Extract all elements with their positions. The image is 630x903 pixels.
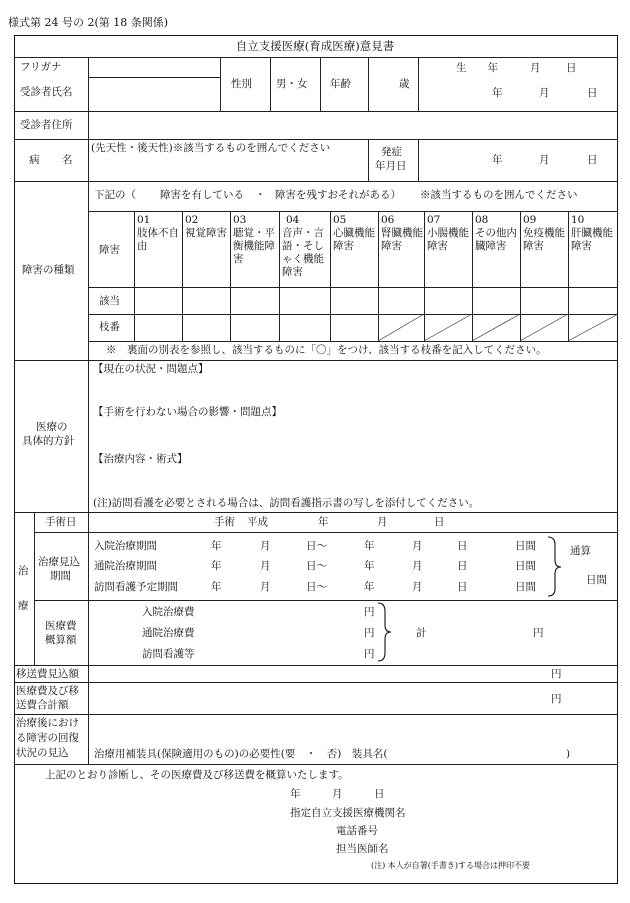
total-days-field[interactable] xyxy=(565,558,615,572)
surgery-prefix: 手術 xyxy=(214,516,235,528)
doctor-label: 担当医師名 xyxy=(336,843,389,855)
outpatient-period-label: 通院治療期間 xyxy=(94,560,157,572)
transport-cost-label: 移送費見込額 xyxy=(16,668,79,680)
device-close-paren: ) xyxy=(566,748,571,760)
inpatient-to-month: 月 xyxy=(412,540,423,552)
document-title: 自立支援医療(育成医療)意見書 xyxy=(235,39,395,53)
total-cost-field[interactable] xyxy=(89,683,549,713)
nursing-cost-yen: 円 xyxy=(364,648,375,660)
outpatient-to-year: 年 xyxy=(364,560,375,572)
treatment-label-1: 治 xyxy=(18,565,29,577)
device-name-field[interactable] xyxy=(428,747,563,762)
outpatient-to-month: 月 xyxy=(412,560,423,572)
cost-label-2: 概算額 xyxy=(45,634,77,646)
disability-option-dot: ・ xyxy=(255,189,266,201)
sex-options[interactable]: 男・女 xyxy=(276,78,308,90)
nursing-to-year: 年 xyxy=(364,581,375,593)
cost-label-1: 医療費 xyxy=(45,620,77,632)
row-label-applicable: 該当 xyxy=(99,295,120,307)
type-05-no: 05 xyxy=(333,214,347,226)
doctor-field[interactable] xyxy=(404,841,609,856)
applicable-row-cells[interactable] xyxy=(135,288,617,313)
treatment-plan-heading: 【治療内容・術式】 xyxy=(93,453,188,465)
address-label: 受診者住所 xyxy=(20,119,73,131)
nursing-to-month: 月 xyxy=(412,581,423,593)
outpatient-from-year: 年 xyxy=(211,560,222,572)
onset-label-1: 発症 xyxy=(381,146,402,158)
row-label-branch: 枝番 xyxy=(99,321,120,333)
disability-type-label: 障害の種類 xyxy=(22,264,75,276)
institution-field[interactable] xyxy=(424,805,609,820)
home-nursing-note: (注)訪問看護を必要とされる場合は、訪問看護指示書の写しを添付してください。 xyxy=(93,497,480,509)
phone-label: 電話番号 xyxy=(336,825,378,837)
inpatient-cost-yen: 円 xyxy=(364,606,375,618)
disease-note: (先天性・後天性)※該当するものを囲んでください xyxy=(91,142,331,154)
birth-year-label: 生 年 xyxy=(456,62,498,74)
prospect-label-2: る障害の回復 xyxy=(16,732,79,744)
type-01-no: 01 xyxy=(137,214,151,226)
nursing-cost-label: 訪問看護等 xyxy=(142,648,195,660)
onset-year-label: 年 xyxy=(492,154,503,166)
period-label-2: 期間 xyxy=(50,570,71,582)
institution-label: 指定自立支援医療機関名 xyxy=(290,807,406,819)
transport-cost-yen: 円 xyxy=(551,668,562,680)
inpatient-cost-label: 入院治療費 xyxy=(142,606,195,618)
statement-text: 上記のとおり診断し、その医療費及び移送費を概算いたします。 xyxy=(45,769,349,781)
cost-sum-yen: 円 xyxy=(533,627,544,639)
surgery-month: 月 xyxy=(377,516,388,528)
nursing-from-year: 年 xyxy=(211,581,222,593)
inpatient-days-label: 日間 xyxy=(515,540,536,552)
inpatient-period-label: 入院治療期間 xyxy=(94,540,157,552)
branch-row-cells[interactable] xyxy=(135,315,617,340)
phone-field[interactable] xyxy=(394,823,609,838)
type-06-name: 腎臓機能障害 xyxy=(381,227,423,252)
type-04-no: 04 xyxy=(286,214,300,226)
no-surgery-heading: 【手術を行わない場合の影響・問題点】 xyxy=(93,406,282,418)
nursing-from-day: 日～ xyxy=(306,581,327,593)
total-days-label-2: 日間 xyxy=(586,574,607,586)
furigana-field[interactable] xyxy=(89,58,219,76)
current-status-heading: 【現在の状況・問題点】 xyxy=(93,363,209,375)
total-cost-label-2: 送費合計額 xyxy=(16,699,69,711)
onset-month-label: 月 xyxy=(539,154,550,166)
type-09-name: 免疫機能障害 xyxy=(523,227,565,252)
period-label-1: 治療見込 xyxy=(38,556,80,568)
type-03-name: 聴覚・平衡機能障害 xyxy=(233,227,275,265)
policy-text-area[interactable] xyxy=(89,378,617,498)
policy-label-1: 医療の xyxy=(36,421,68,433)
birth-month-label: 月 xyxy=(530,62,541,74)
cost-sum-field[interactable] xyxy=(440,624,530,642)
outpatient-from-month: 月 xyxy=(260,560,271,572)
inpatient-from-day: 日～ xyxy=(306,540,327,552)
seal-note: (注) 本人が自署(手書き)する場合は押印不要 xyxy=(371,861,531,870)
surgery-day: 日 xyxy=(434,516,445,528)
type-01-name: 肢体不自由 xyxy=(137,227,179,252)
address-field[interactable] xyxy=(89,112,617,138)
furigana-label: フリガナ xyxy=(20,61,62,73)
form-id: 様式第 24 号の 2(第 18 条関係) xyxy=(8,16,169,29)
surgery-date-field[interactable] xyxy=(280,513,440,531)
cost-sum-label: 計 xyxy=(416,627,427,639)
transport-cost-field[interactable] xyxy=(89,666,549,681)
disability-intro-prefix: 下記の（ xyxy=(94,189,136,201)
inpatient-from-month: 月 xyxy=(260,540,271,552)
total-days-label-1: 通算 xyxy=(570,545,591,557)
nursing-to-day: 日 xyxy=(457,581,468,593)
outpatient-to-day: 日 xyxy=(457,560,468,572)
disability-intro-suffix: ※該当するものを囲んでください xyxy=(420,189,578,201)
surgery-date-label: 手術日 xyxy=(45,516,77,528)
device-necessity-text: 治療用補装具(保険適用のもの)の必要性(要 ・ 否) 装具名( xyxy=(94,748,388,760)
onset-label-2: 年月日 xyxy=(375,160,407,172)
outpatient-days-label: 日間 xyxy=(515,560,536,572)
inpatient-to-year: 年 xyxy=(364,540,375,552)
inpatient-from-year: 年 xyxy=(211,540,222,552)
patient-name-label: 受診者氏名 xyxy=(20,86,73,98)
nursing-period-label: 訪問看護予定期間 xyxy=(94,581,178,593)
type-07-no: 07 xyxy=(427,214,441,226)
outpatient-cost-yen: 円 xyxy=(364,627,375,639)
prospect-label-3: 状況の見込 xyxy=(16,747,69,759)
age-unit: 歳 xyxy=(399,78,410,90)
birth-day-label: 日 xyxy=(566,62,577,74)
age-label: 年齢 xyxy=(330,78,351,90)
type-08-name: その他内臓障害 xyxy=(475,227,517,252)
total-cost-yen: 円 xyxy=(551,693,562,705)
period-fields[interactable] xyxy=(200,535,540,598)
row-label-type: 障害 xyxy=(99,244,120,256)
disease-name-field[interactable] xyxy=(89,156,367,180)
type-06-no: 06 xyxy=(381,214,395,226)
type-07-name: 小腸機能障害 xyxy=(427,227,469,252)
treatment-label-2: 療 xyxy=(18,600,29,612)
date-month-label: 月 xyxy=(539,87,550,99)
prospect-label-1: 治療後におけ xyxy=(16,717,79,729)
signature-date: 年 月 日 xyxy=(290,788,385,800)
sex-label: 性別 xyxy=(231,78,252,90)
prospect-field[interactable] xyxy=(89,715,617,745)
type-10-no: 10 xyxy=(571,214,585,226)
type-02-no: 02 xyxy=(185,214,199,226)
age-field[interactable] xyxy=(369,58,397,110)
type-10-name: 肝臓機能障害 xyxy=(571,227,613,252)
type-05-name: 心臓機能障害 xyxy=(333,227,375,252)
surgery-year: 年 xyxy=(318,516,329,528)
total-cost-label-1: 医療費及び移 xyxy=(16,685,79,697)
policy-label-2: 具体的方針 xyxy=(22,435,75,447)
date-year-label: 年 xyxy=(492,87,503,99)
inpatient-to-day: 日 xyxy=(457,540,468,552)
type-09-no: 09 xyxy=(523,214,537,226)
patient-name-field[interactable] xyxy=(89,78,219,110)
onset-day-label: 日 xyxy=(587,154,598,166)
type-04-name: 音声・言語・そしゃく機能障害 xyxy=(282,227,324,278)
outpatient-from-day: 日～ xyxy=(306,560,327,572)
disease-label-1: 病 xyxy=(29,154,40,166)
cost-fields[interactable] xyxy=(230,603,360,661)
type-03-no: 03 xyxy=(233,214,247,226)
disability-option-has[interactable]: 障害を有している xyxy=(160,189,244,201)
type-02-name: 視覚障害 xyxy=(185,227,227,239)
nursing-from-month: 月 xyxy=(260,581,271,593)
disability-note: ※ 裏面の別表を参照し、該当するものに「〇」をつけ、該当する枝番を記入してください。 xyxy=(106,344,547,356)
disease-label-2: 名 xyxy=(62,154,73,166)
disability-option-may[interactable]: 障害を残すおそれがある） xyxy=(275,189,401,201)
surgery-era: 平成 xyxy=(247,516,268,528)
nursing-days-label: 日間 xyxy=(515,581,536,593)
outpatient-cost-label: 通院治療費 xyxy=(142,627,195,639)
type-08-no: 08 xyxy=(475,214,489,226)
date-day-label: 日 xyxy=(587,87,598,99)
